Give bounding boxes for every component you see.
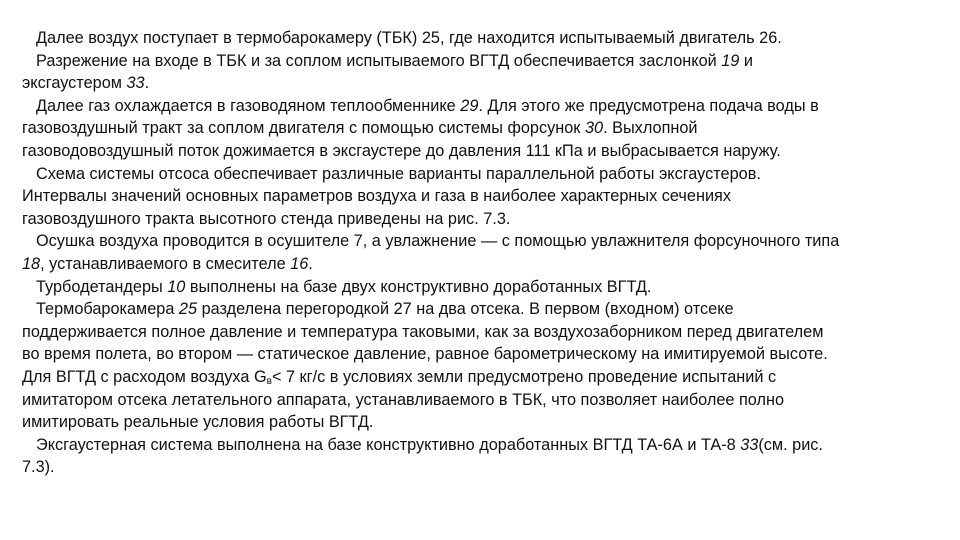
text-segment: 7.3). [22,458,55,477]
text-segment: газоводовоздушный поток дожимается в эксгаустере до давления 111 кПа и выбрасывается наружу. [22,141,781,160]
text-segment: выполнены на базе двух конструктивно доработанных ВГТД. [185,277,652,296]
text-segment: . Для этого же предусмотрена подача воды в [478,96,819,115]
text-segment: газовоздушного тракта высотного стенда приведены на рис. 7.3. [22,209,511,228]
text-line [22,27,938,50]
text-line [22,72,938,95]
text-segment: Термобарокамера [36,300,179,319]
text-segment: (см. рис. [758,435,823,454]
text-segment: < 7 кг/с в условиях земли предусмотрено проведение испытаний с [271,367,777,386]
paragraph-exhauster-system [22,434,938,479]
text-segment: Для ВГТД с расходом воздуха G [22,367,267,386]
text-line [22,389,938,412]
ref-number: 33 [126,74,145,93]
text-segment: разделена перегородкой 27 на два отсека. В первом (входном) отсеке [197,300,734,319]
text-line [22,456,938,479]
paragraph-air-to-chamber [22,27,938,50]
text-segment: , устанавливаемого в смесителе [40,254,291,273]
text-segment: поддерживается полное давление и температура таковыми, как за воздухозаборником перед двигателем [22,322,824,341]
text-segment: Осушка воздуха проводится в осушителе 7, а увлажнение — с помощью увлажнителя форсуночного типа [36,232,840,251]
text-segment: Турбодетандеры [36,277,168,296]
ref-number: 19 [721,51,740,70]
ref-number: 10 [167,277,186,296]
ref-number: 16 [290,254,309,273]
text-line [22,185,938,208]
paragraph-vacuum [22,50,938,95]
text-segment: Разрежение на входе в ТБК и за соплом испытываемого ВГТД обеспечивается заслонкой [36,51,722,70]
text-line [22,343,938,366]
text-line [22,298,938,321]
text-line [22,276,938,299]
text-segment: и [739,51,753,70]
text-segment: . [308,254,313,273]
ref-number: 33 [740,435,759,454]
text-line [22,321,938,344]
text-line [22,50,938,73]
text-segment: Интервалы значений основных параметров воздуха и газа в наиболее характерных сечениях [22,187,732,206]
text-line [22,117,938,140]
ref-number: 30 [584,119,604,138]
text-segment: . Выхлопной [603,119,698,138]
text-segment: Эксгаустерная система выполнена на базе конструктивно доработанных ВГТД ТА-6А и ТА-8 [36,435,741,454]
text-segment: Далее воздух поступает в термобарокамеру (ТБК) 25, где находится испытываемый двигатель 26. [36,29,782,47]
text-line [22,95,938,118]
paragraph-exhaust-scheme [22,163,938,231]
text-segment: Далее газ охлаждается в газоводяном теплообменнике [36,96,461,115]
text-segment: . [144,74,150,93]
ref-number: 25 [178,300,198,319]
text-segment: газовоздушный тракт за соплом двигателя с помощью системы форсунок [22,119,585,138]
text-line [22,140,938,163]
text-segment: имитировать реальные условия работы ВГТД. [22,413,374,432]
text-line [22,163,938,186]
text-line [22,411,938,434]
paragraph-air-drying [22,230,938,275]
subscript: в [266,375,272,387]
text-line [22,434,938,457]
ref-number: 29 [460,96,479,115]
text-segment: эксгаустером [22,74,127,93]
text-line [22,230,938,253]
text-line [22,208,938,231]
paragraph-pressure-chamber [22,298,938,434]
paragraph-gas-cooling [22,95,938,163]
paragraph-turboexpanders [22,276,938,299]
document-body [22,27,938,479]
ref-number: 18 [22,254,41,273]
text-segment: имитатором отсека летательного аппарата, устанавливаемого в ТБК, что позволяет наиболее полно [22,390,785,409]
text-line [22,366,938,389]
text-segment: во время полета, во втором — статическое давление, равное барометрическому на имитируемой высоте. [22,345,828,364]
text-segment: Схема системы отсоса обеспечивает различные варианты параллельной работы эксгаустеров. [36,164,761,183]
text-line [22,253,938,276]
